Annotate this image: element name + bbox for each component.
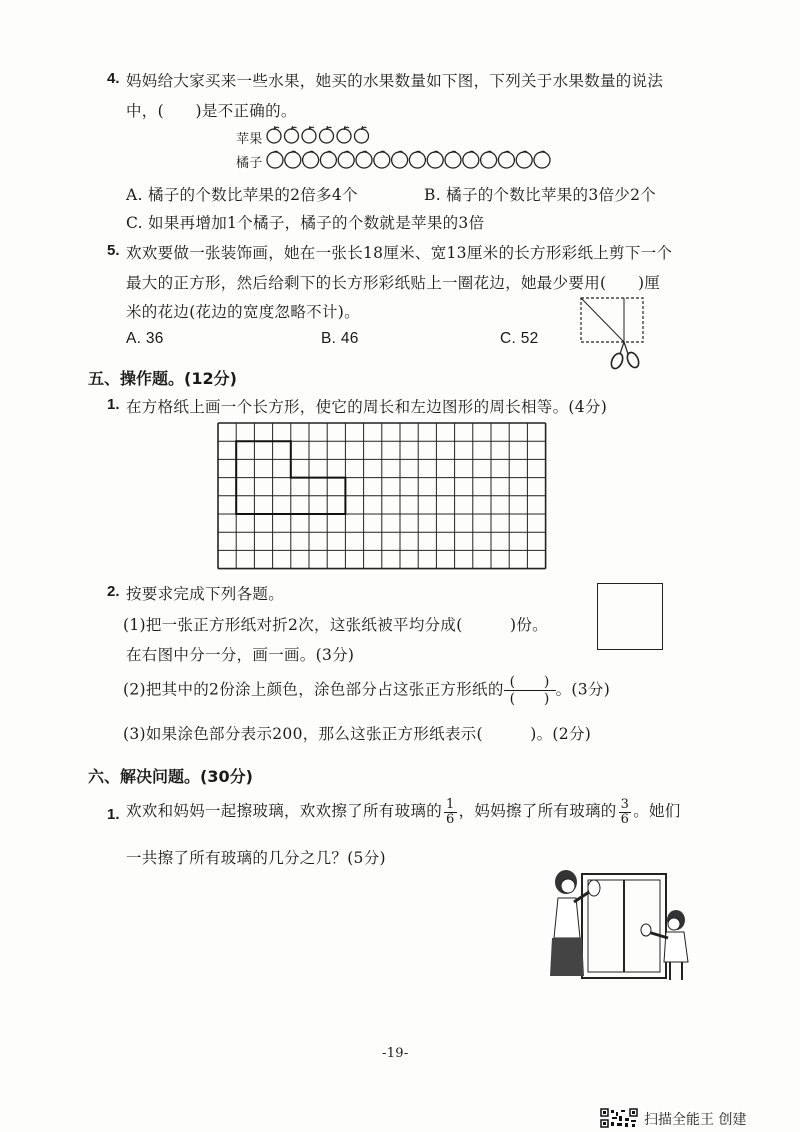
sec6-q1-line1 [126,796,681,827]
grid-paper[interactable] [217,422,549,574]
orange-icon [516,151,532,168]
frac1-numerator: 1 [446,796,455,812]
q5-option-a: A. 36 [126,330,164,347]
section6-title: 六、解决问题。(30分) [88,767,253,786]
window-cleaning-illustration [544,866,694,990]
orange-icon [409,151,425,168]
frac2-numerator: 3 [620,796,630,812]
scissors-icon [578,296,650,378]
q4-text-line2: 中，( )是不正确的。 [126,102,297,120]
answer-denominator[interactable]: ( ) [509,691,550,707]
orange-icon [303,151,319,168]
sec6-q1-text-c: 。她们 [633,802,681,820]
orange-row [266,149,566,171]
orange-icon [427,151,443,168]
apple-icon [320,126,334,143]
q5-option-c: C. 52 [500,330,539,347]
sec6-q1-text-a: 欢欢和妈妈一起擦玻璃，欢欢擦了所有玻璃的 [126,802,443,820]
apple-icon [337,126,351,143]
orange-icon [338,151,354,168]
sec6-q1-text-b: ，妈妈擦了所有玻璃的 [458,802,617,820]
orange-icon [374,151,390,168]
sec6-q1-number: 1. [107,806,120,823]
qr-code [600,1108,638,1132]
sec5-q2-text: 按要求完成下列各题。 [126,585,285,603]
orange-icon [498,151,514,168]
q5-text-line1: 欢欢要做一张装饰画，她在一张长18厘米、宽13厘米的长方形彩纸上剪下一个 [126,244,673,262]
square-paper[interactable] [597,583,663,650]
q4-option-b: B. 橘子的个数比苹果的3倍少2个 [424,186,657,204]
orange-icon [392,151,408,168]
sec5-q2-2 [123,674,610,707]
sec5-q2-1-line2: 在右图中分一分，画一画。(3分) [126,646,355,664]
fraction-three-sixths [619,798,632,827]
grid-svg [217,422,549,570]
paper-cutting-figure [578,296,650,382]
sec6-q1-line2: 一共擦了所有玻璃的几分之几？(5分) [126,849,386,867]
orange-icon [267,151,283,168]
q5-option-b: B. 46 [321,330,359,347]
answer-fraction[interactable] [504,674,556,707]
orange-icon [285,151,301,168]
sec5-q2-2-text: (2)把其中的2份涂上颜色，涂色部分占这张正方形纸的 [123,680,504,699]
fraction-one-sixth [444,798,457,827]
orange-icon [320,151,336,168]
qr-code-icon [600,1108,638,1128]
sec5-q2-1-line1: (1)把一张正方形纸对折2次，这张纸被平均分成( )份。 [123,616,548,634]
scanner-watermark: 扫描全能王 创建 [644,1112,747,1128]
window-cleaning-icon [544,866,694,986]
q5-text-line3: 米的花边(花边的宽度忽略不计)。 [126,303,360,321]
q5-number: 5. [107,242,120,259]
apple-icon [267,126,281,143]
apple-icon [302,126,316,143]
q5-text-line2: 最大的正方形，然后给剩下的长方形彩纸贴上一圈花边，她最少要用( )厘 [126,274,661,292]
page-number: -19- [382,1046,409,1061]
orange-icon [445,151,461,168]
sec5-q2-number: 2. [107,583,120,600]
q4-option-a: A. 橘子的个数比苹果的2倍多4个 [126,186,358,204]
q4-option-c: C. 如果再增加1个橘子，橘子的个数就是苹果的3倍 [126,214,485,232]
orange-icon [481,151,497,168]
apple-row [266,126,386,146]
sec5-q2-3: (3)如果涂色部分表示200，那么这张正方形纸表示( )。(2分) [123,725,592,743]
orange-icon [463,151,479,168]
sec5-q1-text: 在方格纸上画一个长方形，使它的周长和左边图形的周长相等。(4分) [126,398,608,416]
q4-number: 4. [107,70,120,87]
sec5-q2-2-suffix: 。(3分) [555,680,611,699]
q4-text-line1: 妈妈给大家买来一些水果，她买的水果数量如下图，下列关于水果数量的说法 [126,72,664,90]
orange-label: 橘子 [236,156,263,171]
frac2-denominator: 6 [620,811,630,827]
apple-icons [266,126,386,146]
apple-icon [285,126,299,143]
orange-icons [266,149,566,171]
apple-icon [355,126,369,143]
answer-numerator[interactable]: ( ) [504,674,556,691]
apple-label: 苹果 [236,132,263,147]
sec5-q1-number: 1. [107,396,120,413]
orange-icon [534,151,550,168]
section5-title: 五、操作题。(12分) [88,369,237,388]
orange-icon [356,151,372,168]
frac1-denominator: 6 [446,811,455,827]
